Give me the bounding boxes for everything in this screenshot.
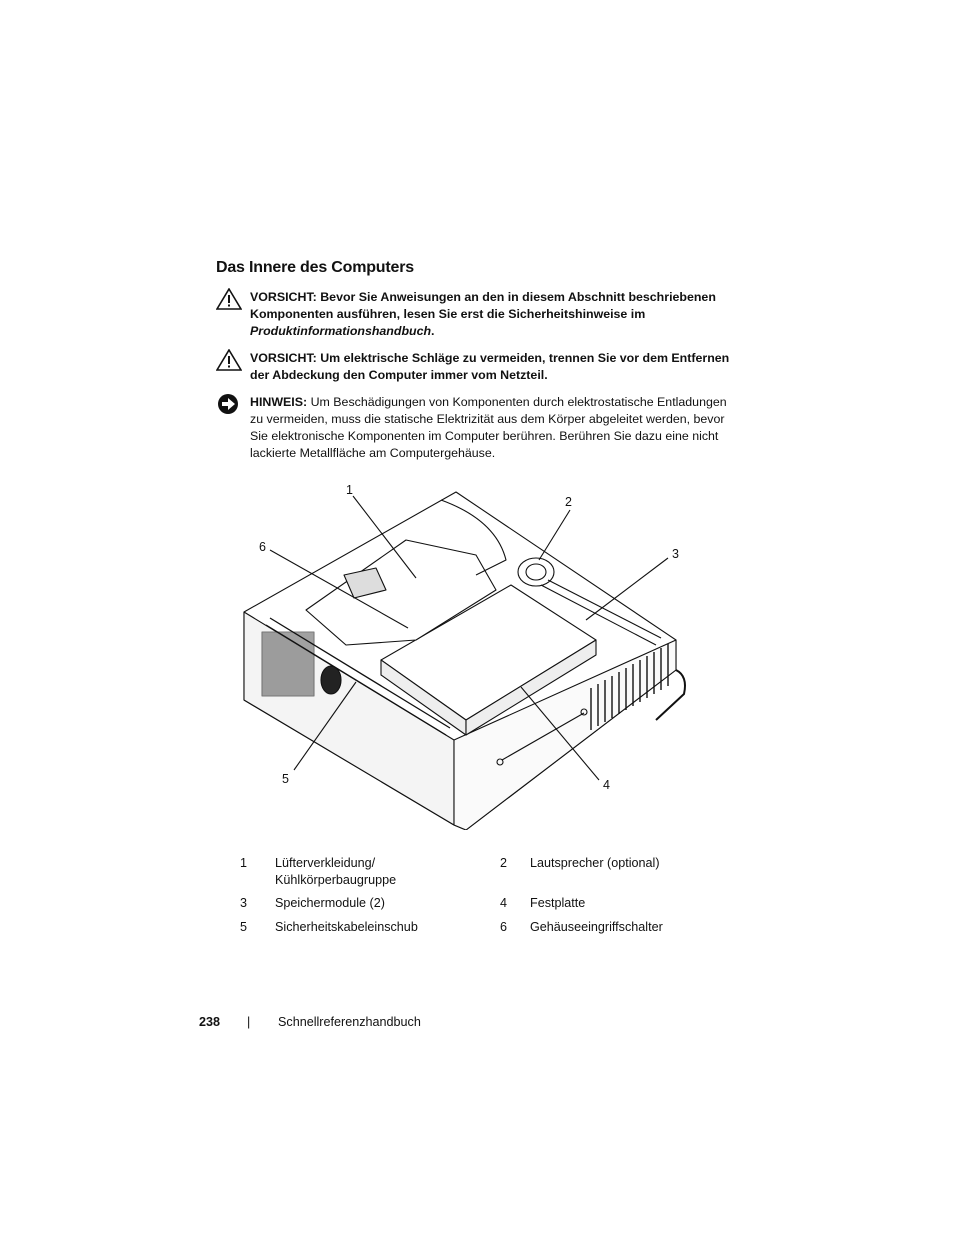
notice-text: Um Beschädigungen von Komponenten durch elektrostatische Entladungen zu vermeiden, muss die statische Elektrizität aus dem Körper abgeleitet werden, bevor Sie elektronische Komponenten im Computer berühren. Berühren Sie dazu eine nicht lackierte Metallfläche am Computergehäuse. [250,395,727,460]
caution-label: VORSICHT: [250,290,317,304]
computer-interior-figure [236,480,696,830]
caution-text: Um elektrische Schläge zu vermeiden, trennen Sie vor dem Entfernen der Abdeckung den Computer immer vom Netzteil. [250,351,730,382]
notice-label: HINWEIS: [250,395,308,409]
caution-notice-2 [216,350,736,384]
legend-number: 5 [240,920,248,934]
callout-2: 2 [565,495,572,509]
caution-label: VORSICHT: [250,351,317,365]
callout-3: 3 [672,547,679,561]
callout-6: 6 [259,540,266,554]
page-number: 238 [199,1015,221,1029]
legend-text: Speichermodule (2) [275,896,385,910]
footer-separator: | [247,1015,251,1029]
legend-text: Gehäuseeingriffschalter [530,920,663,934]
computer-interior-illustration [236,480,696,830]
callout-4: 4 [603,778,610,792]
warning-triangle-icon [216,349,242,371]
callout-5: 5 [282,772,289,786]
legend-text: Lüfterverkleidung/ Kühlkörperbaugruppe [275,856,397,887]
caution-notice-1: VORSICHT: Bevor Sie Anweisungen an den in diesem Abschnitt beschriebenen Komponenten ausführen, lesen Sie erst die Sicherheitshinweise im Produktinformationshandbuch. [216,289,736,340]
legend-number: 6 [500,920,508,934]
legend-number: 4 [500,896,508,910]
legend-number: 1 [240,856,248,870]
notice-arrow-icon [216,393,242,415]
footer-title: Schnellreferenzhandbuch [278,1015,421,1029]
legend-number: 3 [240,896,248,910]
legend-number: 2 [500,856,508,870]
hinweis-notice [216,394,736,462]
legend-text: Lautsprecher (optional) [530,856,660,870]
callout-1: 1 [346,483,353,497]
legend-text: Festplatte [530,896,586,910]
warning-triangle-icon [216,288,242,310]
manual-name: Produktinformationshandbuch [250,324,432,338]
caution-text: Bevor Sie Anweisungen an den in diesem Abschnitt beschriebenen Komponenten ausführen, lesen Sie erst die Sicherheitshinweise im [250,290,716,321]
legend-text: Sicherheitskabeleinschub [275,920,418,934]
section-title: Das Innere des Computers [216,259,414,276]
